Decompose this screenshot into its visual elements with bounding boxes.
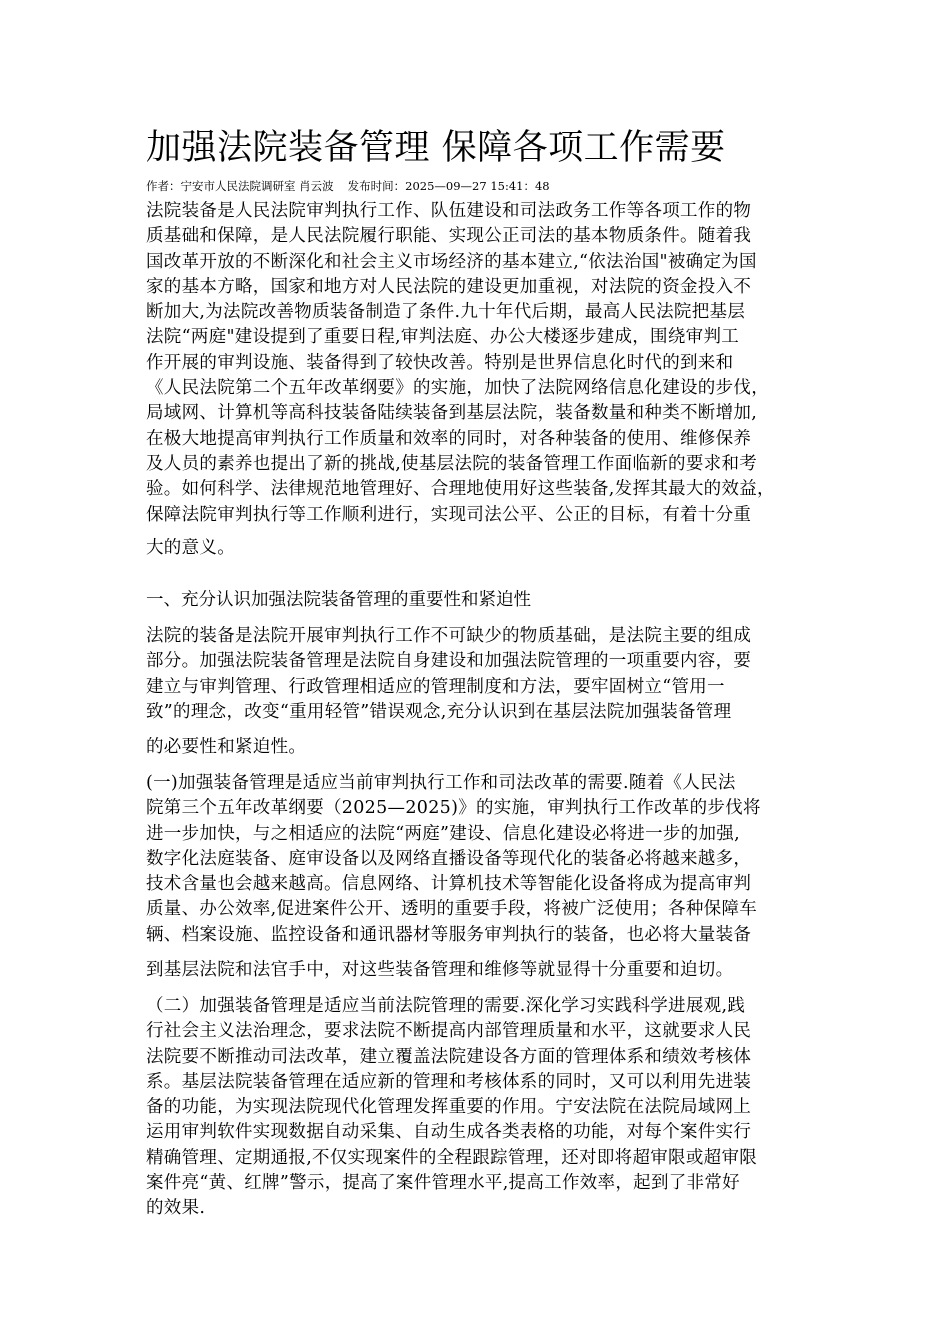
paragraph-line: 院第三个五年改革纲要（2025—2025)》的实施，审判执行工作改革的步伐将 — [146, 798, 761, 819]
paragraph-intro-last-line — [146, 536, 820, 561]
article-meta — [146, 178, 550, 194]
paragraph-line: 精确管理、定期通报,不仅实现案件的全程跟踪管理，还对即将超审限或超审限 — [146, 1147, 758, 1168]
author-label: 作者：宁安市人民法院调研室 肖云波 — [146, 179, 334, 193]
paragraph-subsection-one — [146, 771, 820, 948]
paragraph-line: 数字化法庭装备、庭审设备以及网络直播设备等现代化的装备必将越来越多， — [146, 848, 752, 869]
paragraph-line: (一)加强装备管理是适应当前审判执行工作和司法改革的需要.随着《人民法 — [146, 773, 736, 793]
paragraph-line: 部分。加强法院装备管理是法院自身建设和加强法院管理的一项重要内容，要 — [146, 651, 752, 672]
paragraph-line: 断加大,为法院改善物质装备制造了条件.九十年代后期，最高人民法院把基层 — [146, 302, 746, 323]
paragraph-importance — [146, 624, 820, 725]
paragraph-line: 在极大地提高审判执行工作质量和效率的同时，对各种装备的使用、维修保养 — [146, 428, 752, 449]
paragraph-line: 的必要性和紧迫性。 — [146, 737, 307, 757]
paragraph-line: 《人民法院第二个五年改革纲要》的实施，加快了法院网络信息化建设的步伐， — [146, 378, 769, 399]
paragraph-line: 系。基层法院装备管理在适应新的管理和考核体系的同时，又可以利用先进装 — [146, 1071, 752, 1092]
paragraph-line: 法院“两庭"建设提到了重要日程,审判法庭、办公大楼逐步建成，围绕审判工 — [146, 327, 740, 348]
paragraph-line: 质基础和保障，是人民法院履行职能、实现公正司法的基本物质条件。随着我 — [146, 226, 752, 247]
paragraph-line: 质量、办公效率,促进案件公开、透明的重要手段，将被广泛使用；各种保障车 — [146, 899, 758, 920]
paragraph-subsection-two — [146, 994, 820, 1222]
paragraph-line: 局域网、计算机等高科技装备陆续装备到基层法院，装备数量和种类不断增加, — [146, 403, 758, 424]
paragraph-line: 行社会主义法治理念，要求法院不断提高内部管理质量和水平，这就要求人民 — [146, 1021, 752, 1042]
paragraph-intro — [146, 199, 820, 528]
paragraph-line: 的效果. — [146, 1198, 206, 1219]
paragraph-line: 法院要不断推动司法改革，建立覆盖法院建设各方面的管理体系和绩效考核体 — [146, 1046, 752, 1067]
paragraph-line: 案件亮“黄、红牌”警示，提高了案件管理水平,提高工作效率，起到了非常好 — [146, 1173, 740, 1194]
paragraph-line: 国改革开放的不断深化和社会主义市场经济的基本建立,“依法治国"被确定为国 — [146, 251, 757, 272]
paragraph-line: 及人员的素养也提出了新的挑战,使基层法院的装备管理工作面临新的要求和考 — [146, 453, 758, 474]
publish-time-label: 发布时间：2025—09—27 15:41：48 — [347, 179, 550, 193]
paragraph-line: 致”的理念，改变“重用轻管”错误观念,充分认识到在基层法院加强装备管理 — [146, 701, 732, 722]
paragraph-line: 保障法院审判执行等工作顺利进行，实现司法公平、公正的目标，有着十分重 — [146, 504, 752, 525]
paragraph-line: 技术含量也会越来越高。信息网络、计算机技术等智能化设备将成为提高审判 — [146, 874, 752, 895]
paragraph-line: 家的基本方略，国家和地方对人民法院的建设更加重视，对法院的资金投入不 — [146, 276, 752, 297]
paragraph-line: 法院的装备是法院开展审判执行工作不可缺少的物质基础，是法院主要的组成 — [146, 626, 752, 646]
paragraph-line: 建立与审判管理、行政管理相适应的管理制度和方法，要牢固树立“管用一 — [146, 676, 725, 697]
paragraph-line: 验。如何科学、法律规范地管理好、合理地使用好这些装备,发挥其最大的效益， — [146, 479, 775, 500]
paragraph-importance-last-line — [146, 735, 820, 760]
paragraph-line: 进一步加快，与之相适应的法院“两庭”建设、信息化建设必将进一步的加强, — [146, 823, 740, 844]
article-title: 加强法院装备管理 保障各项工作需要 — [146, 128, 726, 168]
paragraph-line: 到基层法院和法官手中，对这些装备管理和维修等就显得十分重要和迫切。 — [146, 960, 734, 980]
paragraph-line: 运用审判软件实现数据自动采集、自动生成各类表格的功能，对每个案件实行 — [146, 1122, 752, 1143]
paragraph-line: 辆、档案设施、监控设备和通讯器材等服务审判执行的装备，也必将大量装备 — [146, 924, 752, 945]
paragraph-line: 备的功能，为实现法院现代化管理发挥重要的作用。宁安法院在法院局域网上 — [146, 1097, 752, 1118]
paragraph-line: （二）加强装备管理是适应当前法院管理的需要.深化学习实践科学进展观,践 — [146, 996, 746, 1016]
paragraph-line: 作开展的审判设施、装备得到了较快改善。特别是世界信息化时代的到来和 — [146, 352, 734, 373]
paragraph-line: 法院装备是人民法院审判执行工作、队伍建设和司法政务工作等各项工作的物 — [146, 201, 752, 221]
paragraph-line: 大的意义。 — [146, 538, 235, 558]
section-heading: 一、充分认识加强法院装备管理的重要性和紧迫性 — [146, 590, 531, 610]
paragraph-subsection-one-last-line — [146, 958, 820, 983]
